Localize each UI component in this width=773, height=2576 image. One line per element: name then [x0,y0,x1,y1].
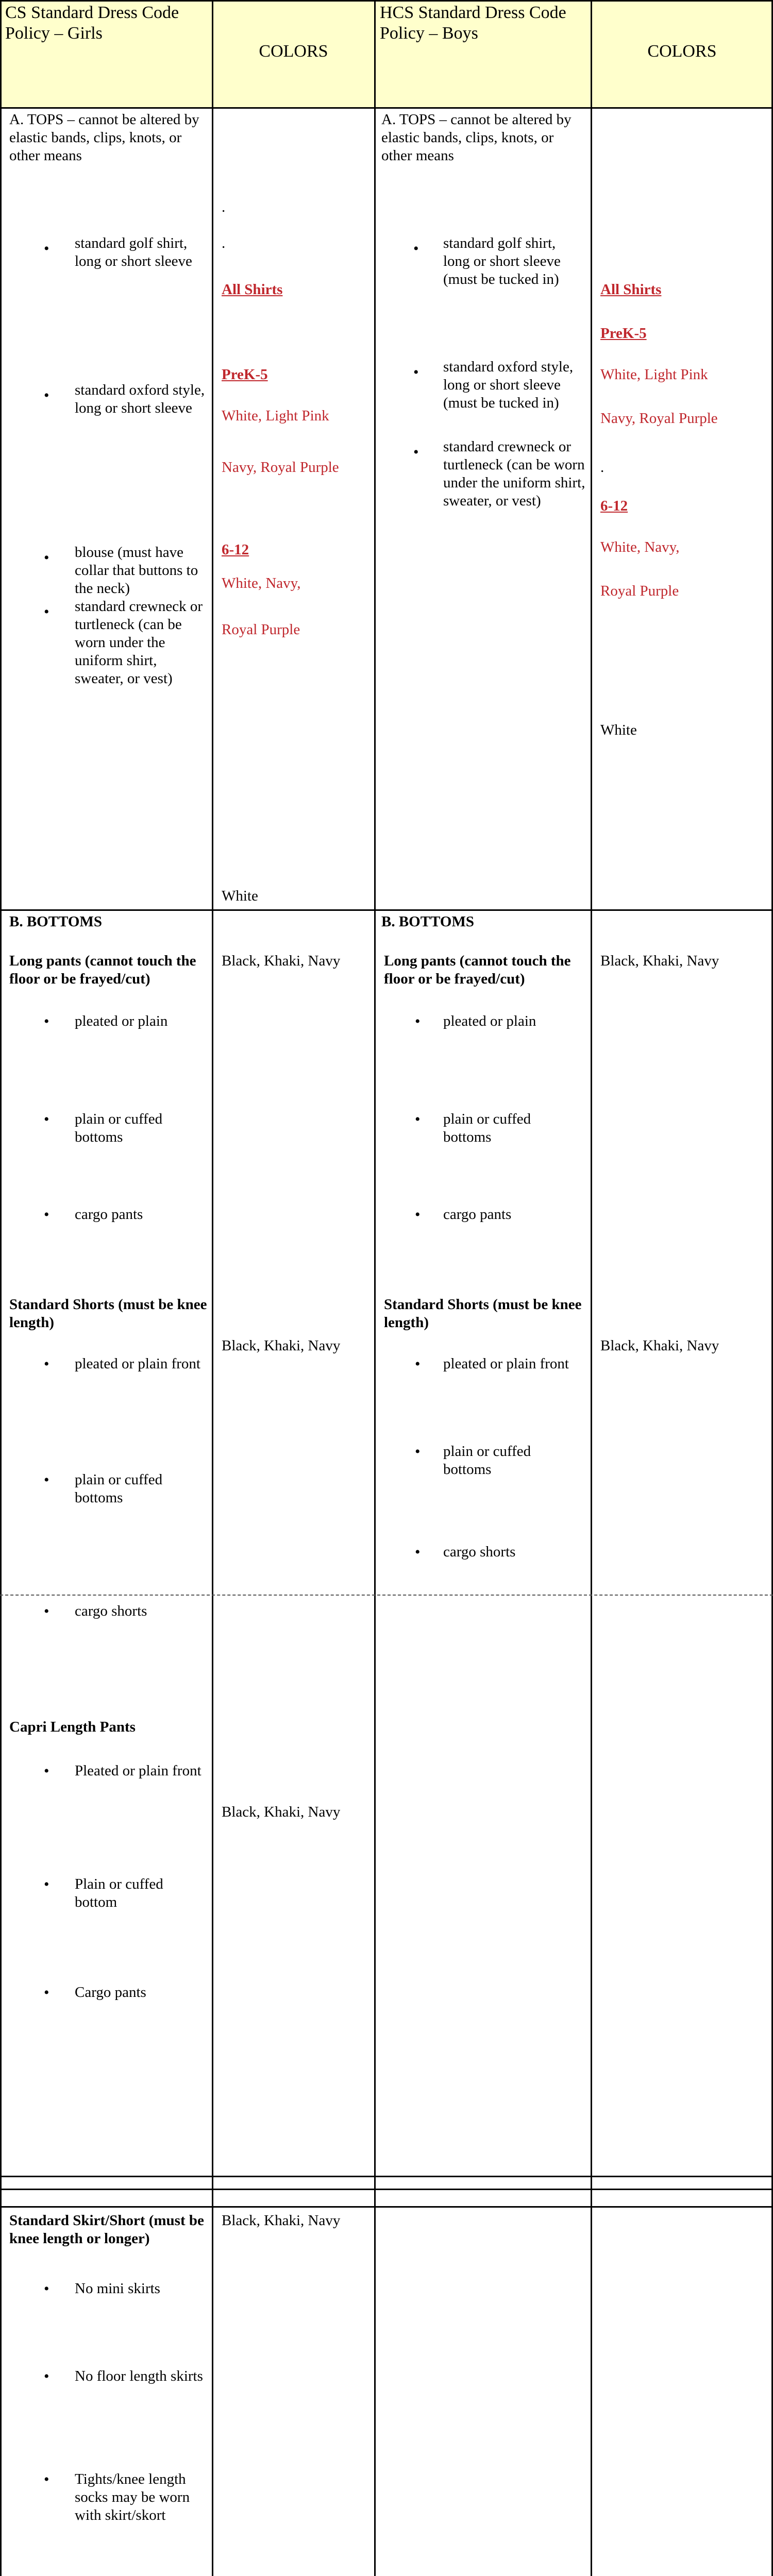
bullet-icon: • [44,240,49,257]
tops-dot-girls-1: . [222,199,226,215]
tops-item-girls-3: blouse (must have collar that buttons to the neck) [75,544,198,597]
tops-color-white-pink-girls: White, Light Pink [222,408,329,424]
tops-prek5-girls: PreK-5 [222,366,268,383]
long-pants-item-girls-3: cargo pants [75,1206,143,1223]
tops-color-navy-purple-boys: Navy, Royal Purple [600,410,718,427]
bullet-icon: • [44,387,49,404]
tops-item-boys-1: standard golf shirt, long or short sleeve (must be tucked in) [443,235,561,287]
capri-item-1: Pleated or plain front [75,1762,201,1779]
tops-color-white-navy-boys: White, Navy, [600,539,680,555]
skirt-heading: Standard Skirt/Short (must be knee length or longer) [9,2212,204,2247]
bullet-icon: • [413,364,419,381]
skirt-colors: Black, Khaki, Navy [222,2212,341,2229]
long-pants-item-girls-1: pleated or plain [75,1013,168,1029]
tops-heading-boys: A. TOPS – cannot be altered by elastic bands, clips, knots, or other means [381,111,572,164]
tops-item-boys-3: standard crewneck or turtleneck (can be worn under the uniform shirt, sweater, or vest) [443,438,585,509]
long-pants-item-girls-2: plain or cuffed bottoms [75,1111,163,1145]
shorts-item-boys-3: cargo shorts [443,1544,516,1560]
bullet-icon: • [413,444,419,461]
capri-colors: Black, Khaki, Navy [222,1804,341,1820]
bullet-icon: • [44,549,49,566]
shorts-item-girls-2: plain or cuffed bottoms [75,1471,163,1506]
shorts-heading-boys: Standard Shorts (must be knee length) [384,1296,582,1331]
tops-item-girls-2: standard oxford style, long or short sleeve [75,382,205,416]
tops-color-white-pink-boys: White, Light Pink [600,366,708,383]
skirt-item-2: No floor length skirts [75,2368,203,2384]
tops-all-shirts-boys: All Shirts [600,281,662,298]
long-pants-item-boys-2: plain or cuffed bottoms [443,1111,531,1145]
tops-item-girls-1: standard golf shirt, long or short sleeve [75,235,192,269]
tops-color-white-girls: White [222,888,258,904]
long-pants-heading-girls: Long pants (cannot touch the floor or be frayed/cut) [9,953,196,987]
bullet-icon: • [44,1762,49,1780]
bullet-icon: • [44,2280,49,2297]
bullet-icon: • [44,1355,49,1372]
row-divider-empty-3 [0,2206,773,2208]
bullet-icon: • [415,1111,421,1128]
bullet-icon: • [413,240,419,257]
tops-prek5-boys: PreK-5 [600,325,647,342]
tops-color-white-boys: White [600,722,637,738]
tops-color-royal-purple-boys: Royal Purple [600,583,679,599]
bullet-icon: • [44,1013,49,1030]
tops-color-royal-purple-girls: Royal Purple [222,621,300,638]
tops-dot-girls-2: . [222,235,226,251]
shorts-item-girls-3: cargo shorts [75,1603,147,1619]
bullet-icon: • [44,1984,49,2001]
shorts-colors-boys: Black, Khaki, Navy [600,1337,719,1354]
bullet-icon: • [44,603,49,620]
bullet-icon: • [44,1111,49,1128]
long-pants-colors-boys: Black, Khaki, Navy [600,953,719,969]
capri-heading: Capri Length Pants [9,1719,136,1735]
row-divider-tops [0,909,773,911]
row-divider-dashed [0,1595,773,1596]
bullet-icon: • [415,1355,421,1372]
shorts-heading-girls: Standard Shorts (must be knee length) [9,1296,207,1331]
colors-header-2: COLORS [647,42,717,61]
shorts-item-boys-1: pleated or plain front [443,1355,569,1372]
bullet-icon: • [415,1013,421,1030]
bullet-icon: • [44,1876,49,1893]
boys-title: HCS Standard Dress Code Policy – Boys [380,3,566,43]
long-pants-colors-girls: Black, Khaki, Navy [222,953,341,969]
tops-color-white-navy-girls: White, Navy, [222,575,301,591]
tops-item-boys-2: standard oxford style, long or short sleeve (must be tucked in) [443,359,574,411]
colors-header-1: COLORS [259,42,328,61]
bottoms-heading-girls: B. BOTTOMS [9,913,102,930]
bullet-icon: • [44,2471,49,2488]
long-pants-item-boys-3: cargo pants [443,1206,512,1223]
shorts-item-girls-1: pleated or plain front [75,1355,200,1372]
bullet-icon: • [44,1603,49,1620]
shorts-item-boys-2: plain or cuffed bottoms [443,1443,531,1478]
tops-heading-girls: A. TOPS – cannot be altered by elastic bands, clips, knots, or other means [9,111,199,164]
row-divider-empty-1 [0,2176,773,2177]
bullet-icon: • [415,1206,421,1223]
tops-dot-boys: . [600,459,604,476]
skirt-item-3: Tights/knee length socks may be worn with skirt/skort [75,2471,190,2523]
row-divider-empty-2 [0,2189,773,2190]
tops-item-girls-4: standard crewneck or turtleneck (can be worn under the uniform shirt, sweater, or vest) [75,598,203,687]
tops-color-navy-purple-girls: Navy, Royal Purple [222,459,339,476]
tops-grade612-girls: 6-12 [222,541,249,558]
bottoms-heading-boys: B. BOTTOMS [381,913,474,930]
row-divider-top [0,0,773,2]
shorts-colors-girls: Black, Khaki, Navy [222,1337,341,1354]
row-divider-header [0,107,773,109]
capri-item-3: Cargo pants [75,1984,146,2001]
bullet-icon: • [44,1471,49,1488]
bullet-icon: • [44,1206,49,1223]
tops-all-shirts-girls: All Shirts [222,281,283,298]
bullet-icon: • [415,1544,421,1561]
tops-grade612-boys: 6-12 [600,498,628,514]
capri-item-2: Plain or cuffed bottom [75,1876,163,1910]
long-pants-item-boys-1: pleated or plain [443,1013,536,1029]
long-pants-heading-boys: Long pants (cannot touch the floor or be frayed/cut) [384,953,571,987]
bullet-icon: • [415,1443,421,1460]
skirt-item-1: No mini skirts [75,2280,160,2297]
bullet-icon: • [44,2368,49,2385]
girls-title: CS Standard Dress Code Policy – Girls [5,3,179,43]
